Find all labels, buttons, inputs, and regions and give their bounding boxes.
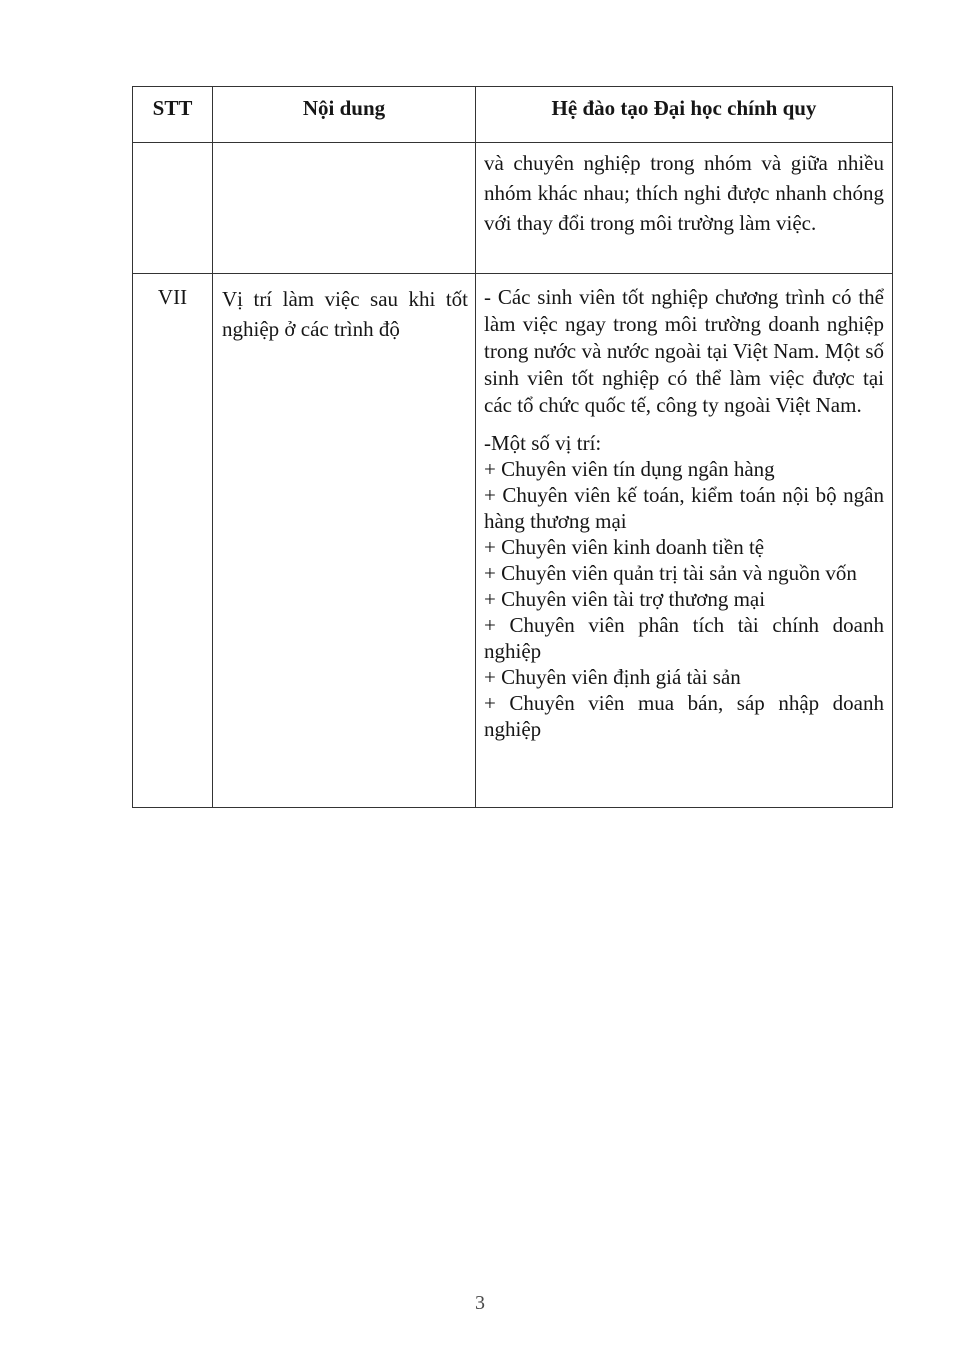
position-item: + Chuyên viên tài trợ thương mại [484,587,766,611]
stt-cell-vii: VII [133,274,213,808]
content-cell-continuation [476,143,893,274]
vii-paragraph: - Các sinh viên tốt nghiệp chương trình có thể làm việc ngay trong môi trường doanh nghiệp trong nước và nước ngoài tại Việt Nam. Một số sinh viên tốt nghiệp có thể làm việc được tại các tổ chức quốc tế, công ty ngoài Việt Nam. [484,285,884,417]
table-header-row [133,87,893,143]
column-header-noi-dung: Nội dung [213,87,476,143]
noi-dung-cell-vii: Vị trí làm việc sau khi tốt nghiệp ở các trình độ [213,274,476,808]
position-item: + Chuyên viên tín dụng ngân hàng [484,457,775,481]
column-header-he-dao-tao: Hệ đào tạo Đại học chính quy [476,87,893,143]
column-header-stt: STT [133,87,213,143]
page-number: 3 [475,1292,485,1314]
position-item: + Chuyên viên phân tích tài chính doanh nghiệp [484,613,884,663]
continuation-paragraph: và chuyên nghiệp trong nhóm và giữa nhiều nhóm khác nhau; thích nghi được nhanh chóng với thay đổi trong môi trường làm việc. [484,151,884,235]
position-item: + Chuyên viên kinh doanh tiền tệ [484,535,765,559]
positions-list [484,430,884,742]
table-row-continuation [133,143,893,274]
position-item: + Chuyên viên mua bán, sáp nhập doanh nghiệp [484,691,884,741]
position-item: + Chuyên viên định giá tài sản [484,665,741,689]
content-table [132,86,893,808]
table-row-vii [133,274,893,808]
position-item: + Chuyên viên quản trị tài sản và nguồn vốn [484,561,857,585]
content-cell-vii [476,274,893,808]
noi-dung-cell-empty [213,143,476,274]
position-item: + Chuyên viên kế toán, kiểm toán nội bộ ngân hàng thương mại [484,483,884,533]
positions-list-intro: -Một số vị trí: [484,431,602,455]
stt-cell-empty [133,143,213,274]
